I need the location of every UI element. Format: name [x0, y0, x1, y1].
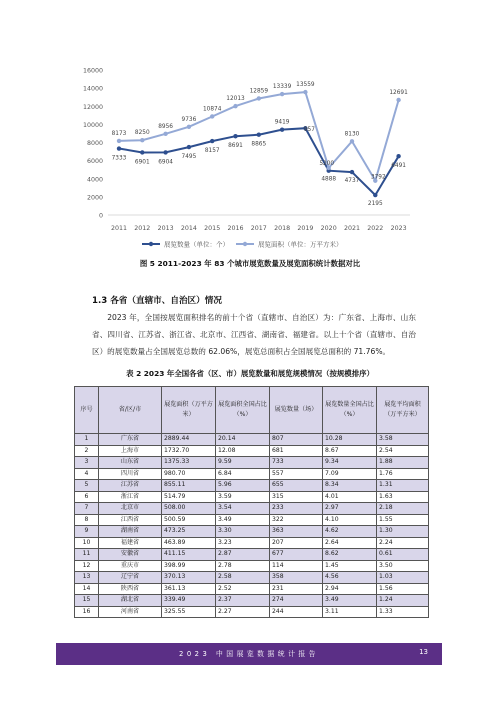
cell-province: 北京市 [99, 503, 162, 515]
table-body [75, 434, 429, 618]
table-row [75, 583, 429, 595]
cell-count-share: 4.10 [323, 514, 377, 526]
cell-area-share: 2.87 [216, 549, 270, 561]
cell-province: 上海市 [99, 445, 162, 457]
data-label: 8956 [158, 123, 173, 130]
data-label: 4888 [321, 176, 337, 183]
cell-index: 14 [75, 583, 99, 595]
cell-area: 855.11 [162, 480, 216, 492]
cell-province: 陕西省 [99, 583, 162, 595]
line-chart [0, 0, 500, 262]
cell-area: 370.13 [162, 572, 216, 584]
cell-area-share: 3.59 [216, 491, 270, 503]
cell-province: 湖北省 [99, 595, 162, 607]
cell-index: 11 [75, 549, 99, 561]
cell-area: 500.59 [162, 514, 216, 526]
cell-area-share: 9.59 [216, 457, 270, 469]
cell-area-share: 2.52 [216, 583, 270, 595]
figure-caption: 图 5 2011-2023 年 83 个城市展览数量及展览面积统计数据对比 [139, 259, 361, 268]
cell-count-share: 4.01 [323, 491, 377, 503]
table-row [75, 491, 429, 503]
section-title: 1.3 各省（直辖市、自治区）情况 [92, 296, 222, 306]
cell-count: 557 [270, 468, 323, 480]
cell-area: 411.15 [162, 549, 216, 561]
header-count-share: 展览数量全国占比（%） [323, 387, 377, 434]
cell-area-share: 2.58 [216, 572, 270, 584]
table-row [75, 526, 429, 538]
cell-area: 473.25 [162, 526, 216, 538]
paragraph-text: 2023 年，全国按展览面积排名的前十个省（直辖市、自治区）为：广东省、上海市、山东省、四川省、江苏省、浙江省、北京市、江西省、湖南省、福建省。以上十个省（直辖市、自治区）的展览数量占全国展览总数的 62.06%，展览总面积占全国展览总面积的 71.76%。 [92, 313, 416, 356]
cell-province: 山东省 [99, 457, 162, 469]
table-row [75, 572, 429, 584]
cell-count-share: 2.64 [323, 537, 377, 549]
header-count: 展览数量（场） [270, 387, 323, 434]
y-tick-label: 2000 [86, 194, 103, 202]
cell-area-share: 6.84 [216, 468, 270, 480]
cell-count-share: 2.97 [323, 503, 377, 515]
cell-count-share: 3.11 [323, 606, 377, 618]
cell-avg-area: 1.56 [377, 583, 429, 595]
data-label: 8865 [251, 141, 267, 148]
data-label: 8173 [111, 130, 127, 137]
cell-count-share: 7.09 [323, 468, 377, 480]
y-tick-label: 6000 [86, 158, 103, 166]
cell-count-share: 1.45 [323, 560, 377, 572]
data-point [280, 92, 284, 96]
cell-count-share: 2.94 [323, 583, 377, 595]
cell-index: 8 [75, 514, 99, 526]
data-point [257, 132, 261, 136]
cell-province: 四川省 [99, 468, 162, 480]
cell-area: 361.13 [162, 583, 216, 595]
x-tick-label: 2022 [367, 225, 384, 232]
data-label: 12859 [249, 88, 269, 95]
data-label: 5200 [319, 160, 335, 167]
data-point [117, 146, 121, 150]
data-point [396, 98, 400, 102]
data-label: 13559 [296, 82, 315, 89]
cell-count-share: 8.67 [323, 445, 377, 457]
cell-province: 广东省 [99, 434, 162, 446]
cell-avg-area: 1.24 [377, 595, 429, 607]
cell-index: 16 [75, 606, 99, 618]
cell-count: 358 [270, 572, 323, 584]
cell-count: 231 [270, 583, 323, 595]
cell-index: 15 [75, 595, 99, 607]
x-tick-label: 2016 [227, 225, 244, 232]
cell-count-share: 4.56 [323, 572, 377, 584]
x-tick-label: 2023 [390, 225, 407, 232]
data-label: 4737 [344, 178, 360, 185]
legend-label-1: 展览面积（单位：万平方米） [258, 240, 343, 249]
x-tick-label: 2011 [110, 225, 128, 232]
cell-area: 514.79 [162, 491, 216, 503]
cell-area-share: 5.96 [216, 480, 270, 492]
table-caption: 表 2 2023 年全国各省（区、市）展览数量和展览规模情况（按规模排序） [126, 369, 374, 378]
data-label: 10874 [202, 106, 222, 113]
x-tick-label: 2019 [297, 225, 314, 232]
cell-avg-area: 3.58 [377, 434, 429, 446]
data-label: 7495 [181, 154, 197, 161]
data-point [117, 139, 121, 143]
data-point [140, 150, 144, 154]
data-point [373, 193, 377, 197]
table-row [75, 549, 429, 561]
data-label: 8130 [344, 131, 360, 138]
cell-count: 207 [270, 537, 323, 549]
cell-area: 980.70 [162, 468, 216, 480]
data-label: 8691 [228, 143, 243, 150]
data-point [257, 96, 261, 100]
cell-area: 325.55 [162, 606, 216, 618]
table-row [75, 503, 429, 515]
cell-count: 244 [270, 606, 323, 618]
data-point [233, 134, 237, 138]
header-index: 序号 [75, 387, 99, 434]
data-label: 2195 [367, 201, 383, 208]
data-label: 6491 [391, 163, 406, 170]
table-row [75, 595, 429, 607]
data-label: 13339 [272, 84, 292, 91]
data-point [140, 138, 144, 142]
data-point [350, 139, 354, 143]
cell-avg-area: 1.33 [377, 606, 429, 618]
cell-area: 398.99 [162, 560, 216, 572]
cell-avg-area: 2.24 [377, 537, 429, 549]
data-label: 9419 [274, 119, 290, 126]
table-row [75, 537, 429, 549]
cell-avg-area: 1.76 [377, 468, 429, 480]
cell-province: 辽宁省 [99, 572, 162, 584]
cell-province: 浙江省 [99, 491, 162, 503]
data-point [187, 125, 191, 129]
cell-index: 4 [75, 468, 99, 480]
data-label: 6901 [134, 159, 150, 166]
cell-count: 807 [270, 434, 323, 446]
data-point [187, 145, 191, 149]
data-label: 6904 [158, 159, 173, 166]
legend-marker-1 [243, 242, 247, 246]
y-tick-label: 4000 [86, 176, 103, 184]
cell-count: 322 [270, 514, 323, 526]
data-point [350, 170, 354, 174]
cell-avg-area: 2.18 [377, 503, 429, 515]
data-label: 12691 [389, 89, 408, 96]
cell-count: 655 [270, 480, 323, 492]
x-tick-label: 2013 [157, 225, 174, 232]
cell-count-share: 8.34 [323, 480, 377, 492]
cell-count: 274 [270, 595, 323, 607]
cell-count-share: 3.49 [323, 595, 377, 607]
cell-province: 江苏省 [99, 480, 162, 492]
cell-avg-area: 1.03 [377, 572, 429, 584]
data-point [210, 139, 214, 143]
legend-label-0: 展览数量（单位：个） [164, 240, 229, 249]
cell-area: 1732.70 [162, 445, 216, 457]
table-row [75, 445, 429, 457]
cell-area-share: 2.37 [216, 595, 270, 607]
data-label: 8250 [134, 130, 150, 137]
header-area-share: 展览面积全国占比（%） [216, 387, 270, 434]
x-tick-label: 2018 [274, 225, 291, 232]
x-tick-label: 2020 [320, 225, 337, 232]
cell-area: 2889.44 [162, 434, 216, 446]
y-tick-label: 16000 [82, 67, 103, 75]
table-row [75, 480, 429, 492]
cell-province: 河南省 [99, 606, 162, 618]
cell-index: 6 [75, 491, 99, 503]
x-tick-label: 2017 [250, 225, 267, 232]
cell-avg-area: 1.55 [377, 514, 429, 526]
footer-bar [56, 643, 442, 665]
data-point [163, 132, 167, 136]
cell-area-share: 3.23 [216, 537, 270, 549]
cell-area-share: 2.27 [216, 606, 270, 618]
cell-province: 江西省 [99, 514, 162, 526]
y-tick-label: 12000 [82, 103, 103, 111]
data-label: 3792 [370, 174, 386, 181]
header-province: 省/区/市 [99, 387, 162, 434]
x-tick-label: 2014 [180, 225, 197, 232]
cell-avg-area: 2.54 [377, 445, 429, 457]
cell-area-share: 20.14 [216, 434, 270, 446]
body-paragraph [92, 309, 416, 360]
cell-count: 363 [270, 526, 323, 538]
table-header-row [75, 387, 429, 434]
data-label: 12013 [226, 96, 245, 103]
data-point [210, 114, 214, 118]
cell-area: 508.00 [162, 503, 216, 515]
cell-count: 677 [270, 549, 323, 561]
data-point [280, 127, 284, 131]
header-avg-area: 展览平均面积（万平方米） [377, 387, 429, 434]
y-tick-label: 0 [98, 212, 103, 220]
data-point [163, 150, 167, 154]
data-label: 9736 [181, 116, 197, 123]
cell-index: 9 [75, 526, 99, 538]
cell-count: 315 [270, 491, 323, 503]
cell-index: 12 [75, 560, 99, 572]
x-tick-label: 2021 [343, 225, 361, 232]
x-tick-label: 2015 [204, 225, 221, 232]
province-table [74, 386, 429, 618]
cell-area: 339.49 [162, 595, 216, 607]
data-label: 8157 [204, 148, 220, 155]
y-tick-label: 8000 [86, 140, 103, 147]
y-tick-label: 14000 [82, 85, 103, 93]
data-point [396, 154, 400, 158]
cell-province: 福建省 [99, 537, 162, 549]
table-row [75, 434, 429, 446]
cell-province: 安徽省 [99, 549, 162, 561]
cell-count-share: 9.34 [323, 457, 377, 469]
legend-marker-0 [149, 242, 153, 246]
header-area: 展览面积（万平方米） [162, 387, 216, 434]
cell-count-share: 8.62 [323, 549, 377, 561]
data-point [233, 104, 237, 108]
x-tick-label: 2012 [134, 225, 151, 232]
data-label: 957 [303, 127, 315, 134]
cell-avg-area: 3.50 [377, 560, 429, 572]
cell-province: 重庆市 [99, 560, 162, 572]
cell-avg-area: 1.30 [377, 526, 429, 538]
cell-area: 463.89 [162, 537, 216, 549]
table-row [75, 606, 429, 618]
table-row [75, 457, 429, 469]
cell-index: 1 [75, 434, 99, 446]
cell-avg-area: 0.61 [377, 549, 429, 561]
data-point [303, 90, 307, 94]
table-row [75, 514, 429, 526]
cell-avg-area: 1.88 [377, 457, 429, 469]
data-label: 7333 [111, 155, 127, 162]
cell-count: 733 [270, 457, 323, 469]
cell-index: 2 [75, 445, 99, 457]
table-row [75, 560, 429, 572]
cell-area-share: 3.54 [216, 503, 270, 515]
cell-index: 3 [75, 457, 99, 469]
cell-index: 10 [75, 537, 99, 549]
cell-avg-area: 1.31 [377, 480, 429, 492]
cell-area-share: 2.78 [216, 560, 270, 572]
cell-avg-area: 1.63 [377, 491, 429, 503]
cell-province: 湖南省 [99, 526, 162, 538]
cell-area-share: 3.49 [216, 514, 270, 526]
cell-index: 5 [75, 480, 99, 492]
cell-area: 1375.33 [162, 457, 216, 469]
page-number: 13 [419, 648, 428, 656]
footer-title: 2023 中国展览数据统计报告 [179, 650, 319, 658]
cell-area-share: 12.08 [216, 445, 270, 457]
cell-count: 233 [270, 503, 323, 515]
cell-count-share: 4.62 [323, 526, 377, 538]
cell-index: 7 [75, 503, 99, 515]
cell-count: 681 [270, 445, 323, 457]
y-tick-label: 10000 [82, 121, 103, 129]
table-row [75, 468, 429, 480]
cell-count-share: 10.28 [323, 434, 377, 446]
cell-count: 114 [270, 560, 323, 572]
cell-area-share: 3.30 [216, 526, 270, 538]
cell-index: 13 [75, 572, 99, 584]
